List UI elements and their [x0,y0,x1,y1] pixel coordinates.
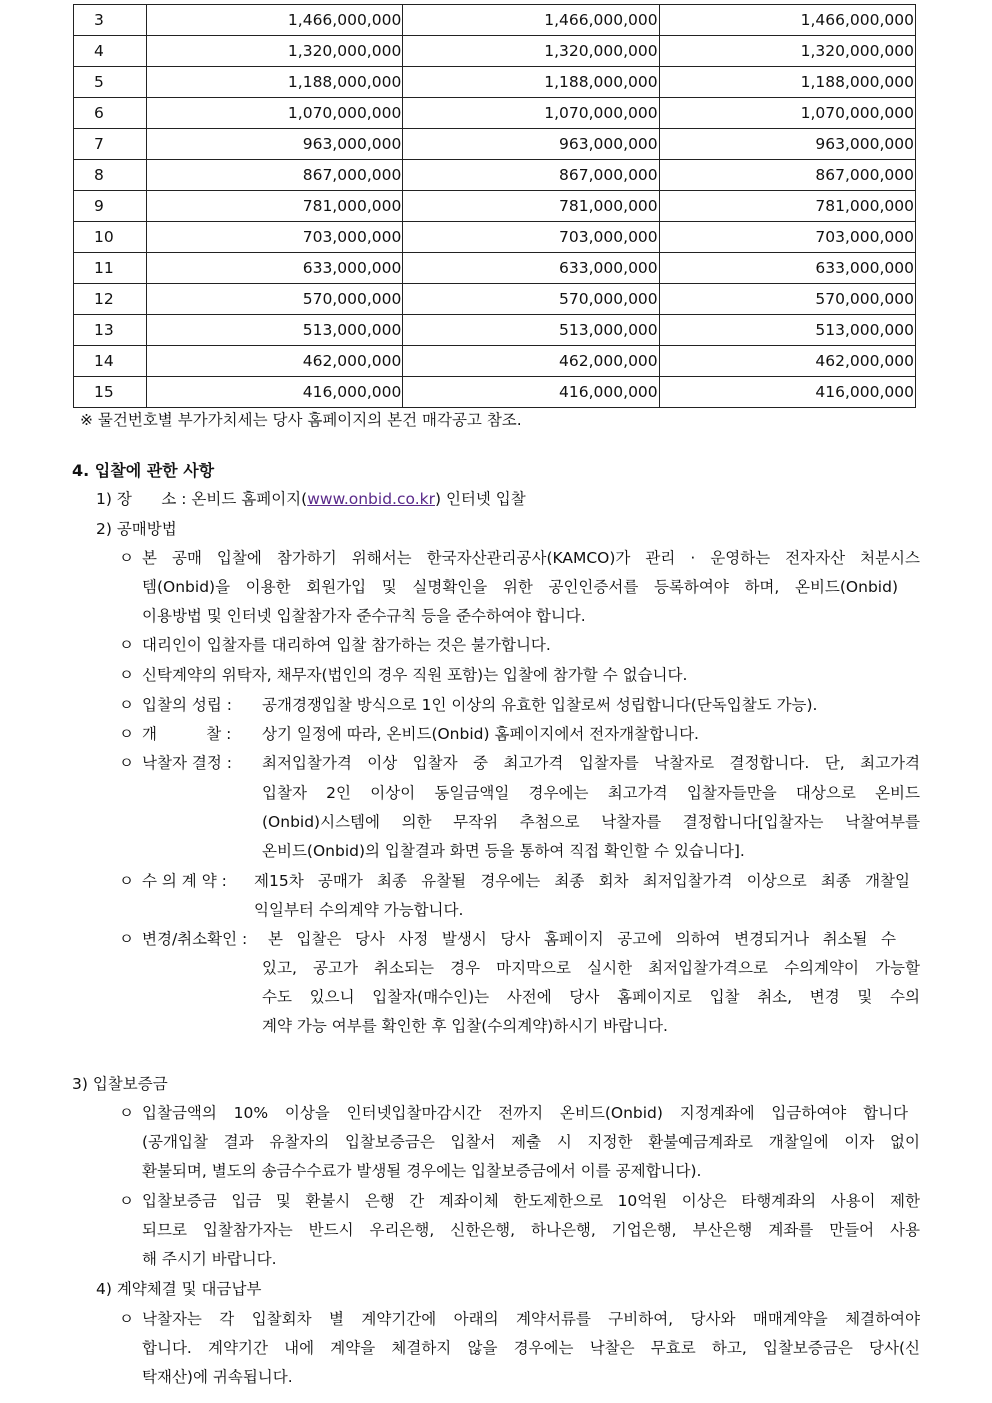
change-cancel-line-1: 본 입찰은 당사 사정 발생시 당사 홈페이지 공고에 의하여 변경되거나 취소될 수 [268,930,896,948]
vat-note: ※ 물건번호별 부가가치세는 당사 홈페이지의 본건 매각공고 참조. [80,411,522,429]
amount-cell: 703,000,000 [403,222,659,253]
amount-cell: 513,000,000 [403,315,659,346]
private-contract-label: 수 의 계 약 : [142,872,227,890]
deposit-item-1-line-3: 환불되며, 별도의 송금수수료가 발생될 경우에는 입찰보증금에서 이를 공제합니다). [142,1162,702,1180]
deposit-item-2-line-2: 되므로 입찰참가자는 반드시 우리은행, 신한은행, 하나은행, 기업은행, 부산은행 계좌를 만들어 사용 [142,1221,920,1239]
amount-cell: 781,000,000 [403,191,659,222]
amount-cell: 963,000,000 [147,129,403,160]
bid-establishment-text: 공개경쟁입찰 방식으로 1인 이상의 유효한 입찰로써 성립합니다(단독입찰도 가능). [262,696,818,714]
amount-cell: 633,000,000 [659,253,915,284]
amount-cell: 1,466,000,000 [147,5,403,36]
contract-item-1-line-2: 합니다. 계약기간 내에 계약을 체결하지 않을 경우에는 낙찰은 무효로 하고, 입찰보증금은 당사(신 [142,1339,920,1357]
row-number-cell: 3 [74,5,147,36]
amount-cell: 1,320,000,000 [403,36,659,67]
table-row [74,160,916,191]
bid-opening-text: 상기 일정에 따라, 온비드(Onbid) 홈페이지에서 전자개찰합니다. [262,725,699,743]
price-table-body [74,5,916,408]
amount-cell: 781,000,000 [147,191,403,222]
bullet-marker: ㅇ [119,1310,134,1328]
bullet-marker: ㅇ [119,1192,134,1210]
deposit-item-1-line-1: 입찰금액의 10% 이상을 인터넷입찰마감시간 전까지 온비드(Onbid) 지정계좌에 입금하여야 합니다 [142,1104,908,1122]
table-row [74,377,916,408]
amount-cell: 703,000,000 [659,222,915,253]
row-number-cell: 9 [74,191,147,222]
method-item-1-line-1: 본 공매 입찰에 참가하기 위해서는 한국자산관리공사(KAMCO)가 관리 · 운영하는 전자자산 처분시스 [142,549,920,567]
bullet-marker: ㅇ [119,1104,134,1122]
table-row [74,191,916,222]
method-item-1-line-2: 템(Onbid)을 이용한 회원가입 및 실명확인을 위한 공인인증서를 등록하여야 하며, 온비드(Onbid) [142,578,898,596]
amount-cell: 1,320,000,000 [659,36,915,67]
winner-decision-line-1: 최저입찰가격 이상 입찰자 중 최고가격 입찰자를 낙찰자로 결정합니다. 단, 최고가격 [262,754,920,772]
private-contract-line-2: 익일부터 수의계약 가능합니다. [254,901,464,919]
row-number-cell: 13 [74,315,147,346]
table-row [74,222,916,253]
deposit-item-2-line-1: 입찰보증금 입금 및 환불시 은행 간 계좌이체 한도제한으로 10억원 이상은 타행계좌의 사용이 제한 [142,1192,920,1210]
bid-establishment-label: 입찰의 성립 : [142,696,232,714]
amount-cell: 1,188,000,000 [403,67,659,98]
amount-cell: 1,070,000,000 [403,98,659,129]
amount-cell: 416,000,000 [147,377,403,408]
table-row [74,5,916,36]
amount-cell: 1,466,000,000 [659,5,915,36]
change-cancel-line-4: 계약 가능 여부를 확인한 후 입찰(수의계약)하시기 바랍니다. [262,1017,668,1035]
contract-title: 4) 계약체결 및 대금납부 [96,1280,262,1298]
amount-cell: 703,000,000 [147,222,403,253]
bullet-marker: ㅇ [119,636,134,654]
bullet-marker: ㅇ [119,754,134,772]
amount-cell: 462,000,000 [147,346,403,377]
table-row [74,36,916,67]
bullet-marker: ㅇ [119,666,134,684]
change-cancel-line-3: 수도 있으니 입찰자(매수인)는 사전에 당사 홈페이지로 입찰 취소, 변경 및 수의 [262,988,920,1006]
deposit-item-1-line-2: (공개입찰 결과 유찰자의 입찰보증금은 입찰서 제출 시 지정한 환불예금계좌로 개찰일에 이자 없이 [142,1133,920,1151]
method-item-2: 대리인이 입찰자를 대리하여 입찰 참가하는 것은 불가합니다. [142,636,551,654]
row-number-cell: 12 [74,284,147,315]
row-number-cell: 8 [74,160,147,191]
method-item-3: 신탁계약의 위탁자, 채무자(법인의 경우 직원 포함)는 입찰에 참가할 수 없습니다. [142,666,688,684]
place-line [96,488,526,510]
minimum-bid-price-table [73,4,916,408]
table-row [74,98,916,129]
winner-decision-line-3: (Onbid)시스템에 의한 무작위 추첨으로 낙찰자를 결정합니다[입찰자는 낙찰여부를 [262,813,920,831]
amount-cell: 963,000,000 [659,129,915,160]
table-row [74,346,916,377]
amount-cell: 867,000,000 [403,160,659,191]
amount-cell: 513,000,000 [659,315,915,346]
contract-item-1-line-1: 낙찰자는 각 입찰회차 별 계약기간에 아래의 계약서류를 구비하여, 당사와 매매계약을 체결하여야 [142,1310,920,1328]
amount-cell: 1,188,000,000 [659,67,915,98]
private-contract-line-1: 제15차 공매가 최종 유찰될 경우에는 최종 회차 최저입찰가격 이상으로 최종 개찰일 [254,872,910,890]
table-row [74,129,916,160]
amount-cell: 1,070,000,000 [147,98,403,129]
row-number-cell: 14 [74,346,147,377]
amount-cell: 867,000,000 [147,160,403,191]
amount-cell: 1,466,000,000 [403,5,659,36]
amount-cell: 416,000,000 [659,377,915,408]
amount-cell: 633,000,000 [147,253,403,284]
amount-cell: 462,000,000 [659,346,915,377]
row-number-cell: 5 [74,67,147,98]
change-cancel-line-2: 있고, 공고가 취소되는 경우 마지막으로 실시한 최저입찰가격으로 수의계약이 가능할 [262,959,920,977]
amount-cell: 1,320,000,000 [147,36,403,67]
row-number-cell: 7 [74,129,147,160]
method-item-1-line-3: 이용방법 및 인터넷 입찰참가자 준수규칙 등을 준수하여야 합니다. [142,607,586,625]
amount-cell: 781,000,000 [659,191,915,222]
amount-cell: 570,000,000 [659,284,915,315]
amount-cell: 867,000,000 [659,160,915,191]
bullet-marker: ㅇ [119,696,134,714]
table-row [74,67,916,98]
row-number-cell: 4 [74,36,147,67]
amount-cell: 1,070,000,000 [659,98,915,129]
row-number-cell: 11 [74,253,147,284]
onbid-link[interactable]: www.onbid.co.kr [307,490,435,508]
change-cancel-label: 변경/취소확인 : [142,930,248,948]
amount-cell: 570,000,000 [403,284,659,315]
deposit-title: 3) 입찰보증금 [72,1075,168,1093]
table-row [74,284,916,315]
winner-decision-line-2: 입찰자 2인 이상이 동일금액일 경우에는 최고가격 입찰자들만을 대상으로 온비드 [262,784,920,802]
amount-cell: 513,000,000 [147,315,403,346]
method-title: 2) 공매방법 [96,520,177,538]
contract-item-1-line-3: 탁재산)에 귀속됩니다. [142,1368,293,1386]
table-row [74,315,916,346]
amount-cell: 570,000,000 [147,284,403,315]
amount-cell: 416,000,000 [403,377,659,408]
winner-decision-line-4: 온비드(Onbid)의 입찰결과 화면 등을 통하여 직접 확인할 수 있습니다]. [262,842,745,860]
row-number-cell: 15 [74,377,147,408]
amount-cell: 1,188,000,000 [147,67,403,98]
deposit-item-2-line-3: 해 주시기 바랍니다. [142,1250,277,1268]
place-prefix: 1) 장 소 : 온비드 홈페이지( [96,490,308,508]
row-number-cell: 6 [74,98,147,129]
bullet-marker: ㅇ [119,549,134,567]
bullet-marker: ㅇ [119,725,134,743]
place-suffix: ) 인터넷 입찰 [434,490,526,508]
section-4-title: 4. 입찰에 관한 사항 [72,461,215,480]
bid-opening-label: 개 찰 : [142,725,232,743]
bullet-marker: ㅇ [119,930,134,948]
amount-cell: 462,000,000 [403,346,659,377]
amount-cell: 633,000,000 [403,253,659,284]
bullet-marker: ㅇ [119,872,134,890]
row-number-cell: 10 [74,222,147,253]
amount-cell: 963,000,000 [403,129,659,160]
winner-decision-label: 낙찰자 결정 : [142,754,232,772]
table-row [74,253,916,284]
